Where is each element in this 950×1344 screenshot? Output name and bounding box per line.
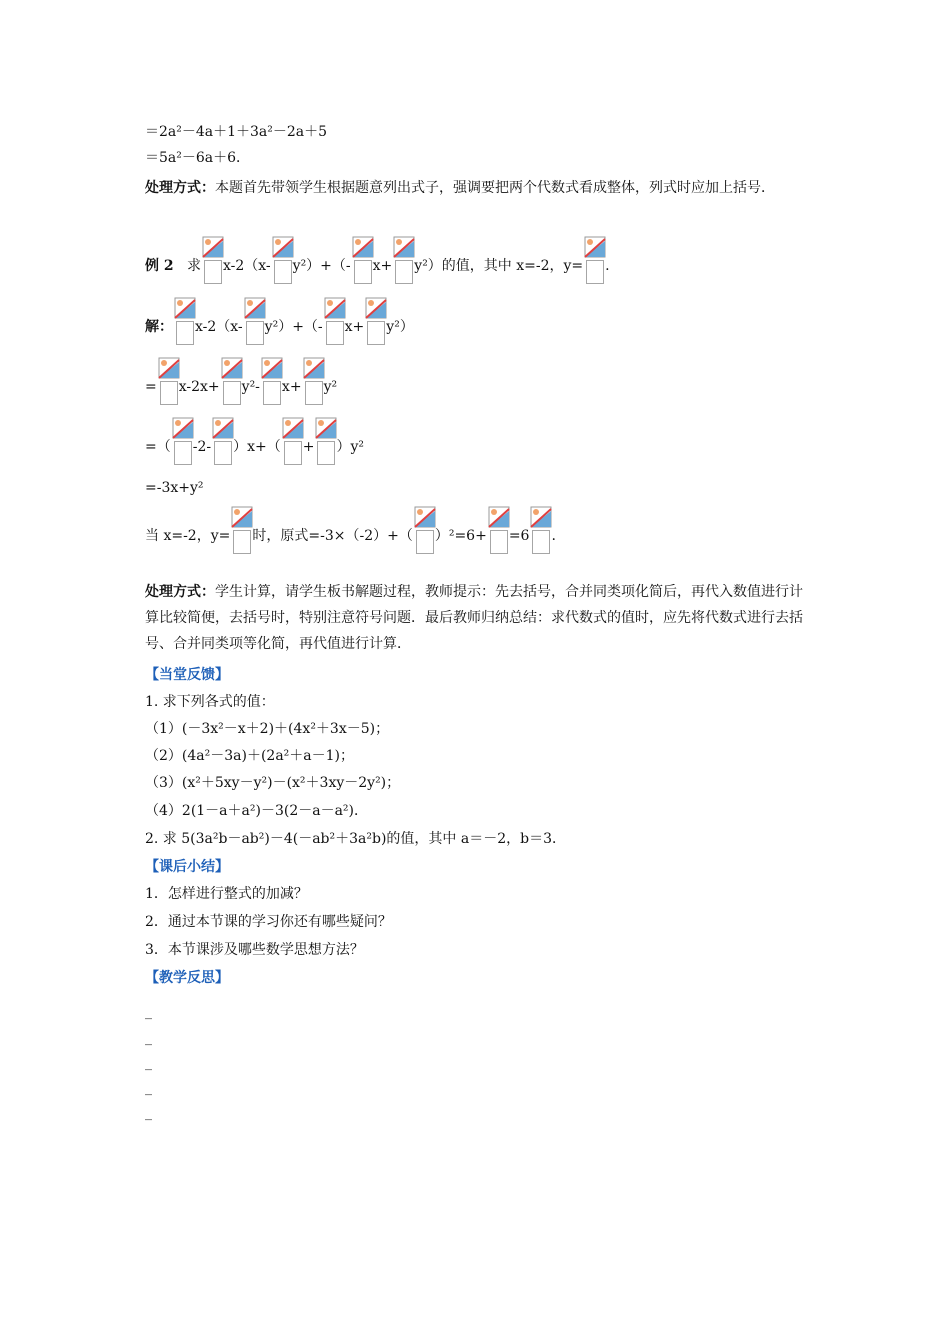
example-text-e: y²）的值，其中 x=-2，y= bbox=[414, 258, 584, 274]
broken-image-icon bbox=[303, 357, 323, 405]
solution-text: x+ bbox=[344, 319, 365, 335]
method-paragraph-2 bbox=[145, 579, 810, 657]
solution-text: 当 x=-2，y= bbox=[145, 528, 231, 544]
example-text-c: y²）+（- bbox=[292, 258, 351, 274]
broken-image-icon bbox=[315, 417, 335, 465]
solution-line-2 bbox=[145, 357, 337, 405]
broken-image-icon bbox=[282, 417, 302, 465]
method-text: 本题首先带领学生根据题意列出式子，强调要把两个代数式看成整体，列式时应加上括号． bbox=[215, 180, 775, 196]
blank-line: _ bbox=[145, 1055, 152, 1071]
question-1-item-1: （1）(－3x²－x＋2)＋(4x²＋3x－5)； bbox=[145, 721, 390, 737]
solution-line-4: =-3x+y² bbox=[145, 480, 204, 496]
solution-text: x-2（x- bbox=[195, 319, 243, 335]
reflection-heading: 【教学反思】 bbox=[145, 970, 229, 986]
summary-item-3: 3．本节课涉及哪些数学思想方法？ bbox=[145, 942, 364, 958]
blank-line: _ bbox=[145, 1105, 152, 1121]
example-text-a: 求 bbox=[186, 258, 201, 274]
broken-image-icon bbox=[244, 297, 264, 345]
broken-image-icon bbox=[352, 236, 372, 284]
solution-text: ）x+（ bbox=[233, 439, 281, 455]
broken-image-icon bbox=[488, 506, 508, 554]
question-1-item-4: （4）2(1－a＋a²)－3(2－a－a²)． bbox=[145, 803, 368, 819]
broken-image-icon bbox=[324, 297, 344, 345]
summary-item-1: 1．怎样进行整式的加减？ bbox=[145, 886, 308, 902]
solution-text: y²- bbox=[241, 379, 260, 395]
feedback-heading: 【当堂反馈】 bbox=[145, 667, 229, 683]
broken-image-icon bbox=[530, 506, 550, 554]
broken-image-icon bbox=[393, 236, 413, 284]
solution-text: = bbox=[145, 379, 157, 395]
broken-image-icon bbox=[584, 236, 604, 284]
broken-image-icon bbox=[261, 357, 281, 405]
broken-image-icon bbox=[202, 236, 222, 284]
blank-line: _ bbox=[145, 1030, 152, 1046]
blank-line: _ bbox=[145, 1080, 152, 1096]
method-paragraph-1 bbox=[145, 175, 810, 201]
solution-text: y²）+（- bbox=[264, 319, 323, 335]
solution-text: x-2x+ bbox=[178, 379, 220, 395]
example-text-d: x+ bbox=[372, 258, 393, 274]
question-1-item-3: （3）(x²＋5xy－y²)－(x²＋3xy－2y²)； bbox=[145, 775, 401, 791]
blank-line: _ bbox=[145, 1004, 152, 1020]
solution-text: x+ bbox=[281, 379, 302, 395]
solution-text: y²） bbox=[386, 319, 414, 335]
summary-heading: 【课后小结】 bbox=[145, 859, 229, 875]
method-label: 处理方式： bbox=[145, 180, 215, 196]
broken-image-icon bbox=[172, 417, 192, 465]
solution-text: =6 bbox=[508, 528, 530, 544]
example-text-f: . bbox=[605, 258, 610, 274]
solution-text: ）²=6+ bbox=[434, 528, 487, 544]
example-text-b: x-2（x- bbox=[222, 258, 271, 274]
broken-image-icon bbox=[272, 236, 292, 284]
example-2-line bbox=[145, 236, 610, 284]
solution-text: 时，原式=-3×（-2）+（ bbox=[252, 528, 413, 544]
example-label: 例 2 bbox=[145, 258, 174, 274]
method-text: 学生计算，请学生板书解题过程，教师提示：先去括号，合并同类项化简后，再代入数值进行计算比较简便，去括号时，特别注意符号问题．最后教师归纳总结：求代数式的值时，应先将代数式进行去括号、合并同类项等化简，再代值进行计算． bbox=[145, 584, 803, 652]
solution-text: . bbox=[551, 528, 556, 544]
broken-image-icon bbox=[174, 297, 194, 345]
equation-line-1: ＝2a²－4a＋1＋3a²－2a＋5 bbox=[145, 124, 328, 140]
question-2: 2. 求 5(3a²b－ab²)－4(－ab²＋3a²b)的值，其中 a＝－2，b＝3． bbox=[145, 831, 566, 847]
broken-image-icon bbox=[365, 297, 385, 345]
solution-label: 解： bbox=[145, 319, 173, 335]
solution-line-5 bbox=[145, 506, 556, 554]
equation-line-2: ＝5a²－6a＋6． bbox=[145, 150, 251, 166]
solution-line-1 bbox=[145, 297, 414, 345]
broken-image-icon bbox=[212, 417, 232, 465]
broken-image-icon bbox=[221, 357, 241, 405]
question-1-item-2: （2）(4a²－3a)＋(2a²＋a－1)； bbox=[145, 748, 354, 764]
method-label: 处理方式： bbox=[145, 584, 215, 600]
solution-text: -2- bbox=[192, 439, 212, 455]
solution-text: ）y² bbox=[336, 439, 365, 455]
broken-image-icon bbox=[158, 357, 178, 405]
solution-line-3 bbox=[145, 417, 364, 465]
solution-text: + bbox=[302, 439, 315, 455]
broken-image-icon bbox=[414, 506, 434, 554]
summary-item-2: 2．通过本节课的学习你还有哪些疑问？ bbox=[145, 914, 392, 930]
solution-text: =（ bbox=[145, 439, 171, 455]
question-1: 1. 求下列各式的值： bbox=[145, 694, 275, 710]
solution-text: y² bbox=[323, 379, 338, 395]
broken-image-icon bbox=[231, 506, 251, 554]
